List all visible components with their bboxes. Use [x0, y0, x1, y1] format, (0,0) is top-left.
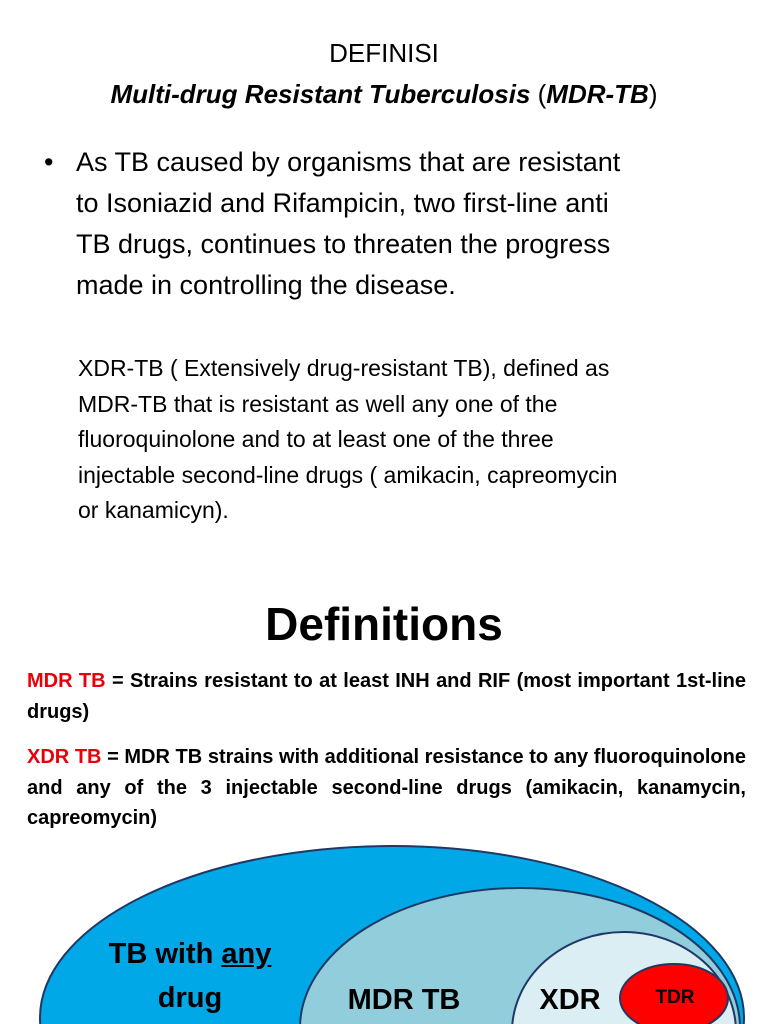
xdr-term: XDR TB — [27, 746, 102, 768]
mdr-term: MDR TB — [27, 670, 106, 692]
bullet-line: TB drugs, continues to threaten the progress — [76, 229, 611, 259]
bullet-line: to Isoniazid and Rifampicin, two first-line anti — [76, 188, 609, 218]
xdr-definition — [27, 742, 746, 834]
venn-mdr-label: MDR TB — [347, 984, 461, 1016]
xdr-line: injectable second-line drugs ( amikacin, capreomycin — [78, 461, 618, 488]
venn-xdr-label: XDR — [539, 984, 601, 1016]
definitions-title: Definitions — [265, 598, 503, 650]
venn-outer-label-any: any — [221, 938, 272, 970]
mdr-definition-text: = Strains resistant to at least INH and RIF (most important 1st-line drugs) — [27, 670, 746, 723]
bullet-icon: • — [44, 147, 54, 177]
venn-outer-label-line2: drug — [157, 982, 223, 1014]
xdr-definition-text: = MDR TB strains with additional resistance to any fluoroquinolone and any of the 3 injectable second-line drugs (amikacin, kanamycin, capreomycin) — [27, 746, 746, 829]
bullet-line: As TB caused by organisms that are resistant — [76, 147, 621, 177]
xdr-line: or kanamicyn). — [78, 497, 229, 523]
slide-definitions — [0, 540, 768, 1024]
mdr-definition — [27, 666, 746, 727]
bullet-text — [76, 142, 708, 306]
xdr-line: fluoroquinolone and to at least one of the three — [78, 426, 554, 452]
subtitle-term: Multi-drug Resistant Tuberculosis — [110, 79, 531, 109]
venn-outer-label-a: TB with — [108, 938, 222, 970]
slide-subtitle — [0, 76, 768, 112]
xdr-paragraph — [78, 351, 728, 529]
subtitle-paren-close: ) — [648, 79, 658, 109]
subtitle-paren-open: ( — [530, 79, 547, 109]
bullet-line: made in controlling the disease. — [76, 270, 456, 300]
venn-outer-label-line1 — [88, 936, 292, 972]
xdr-line: XDR-TB ( Extensively drug-resistant TB), defined as — [78, 355, 610, 381]
subtitle-abbrev: MDR-TB — [546, 79, 649, 109]
xdr-line: MDR-TB that is resistant as well any one of the — [78, 390, 558, 417]
slide-title: DEFINISI — [329, 38, 439, 68]
venn-tdr-label: TDR — [655, 987, 695, 1008]
